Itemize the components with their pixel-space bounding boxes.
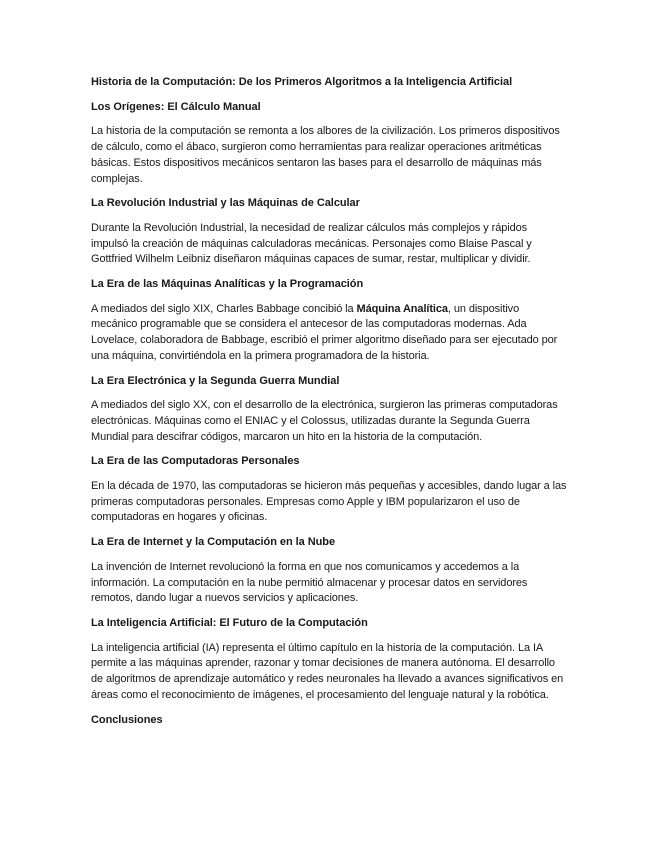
section-heading-analytical-machines: La Era de las Máquinas Analíticas y la Programación: [91, 278, 364, 291]
analytical-engine-term: Máquina Analítica: [356, 302, 448, 315]
section-text-origins: La historia de la computación se remonta a los albores de la civilización. Los primeros dispositivos de cálculo, como el ábaco, surgieron como herramientas para realizar operaciones aritméticas básicas. Estos dispositivos mecánicos sentaron las bases para el desarrollo de máquinas más complejas.: [91, 125, 560, 185]
analytical-text-before: A mediados del siglo XIX, Charles Babbage concibió la: [91, 302, 357, 315]
section-heading-personal-computers: La Era de las Computadoras Personales: [91, 455, 300, 468]
section-text-personal-computers: En la década de 1970, las computadoras se hicieron más pequeñas y accesibles, dando lugar a las primeras computadoras personales. Empresas como Apple y IBM popularizaron el uso de computadoras en hogares y oficinas.: [91, 480, 567, 524]
section-heading-electronic-era: La Era Electrónica y la Segunda Guerra Mundial: [91, 374, 340, 387]
section-text-electronic-era: A mediados del siglo XX, con el desarrollo de la electrónica, surgieron las primeras computadoras electrónicas. Máquinas como el ENIAC y el Colossus, utilizadas durante la Segunda Guerra Mundial para descifrar códigos, marcaron un hito en la historia de la computación.: [91, 399, 558, 443]
section-heading-conclusions: Conclusiones: [91, 713, 163, 726]
section-heading-industrial-revolution: La Revolución Industrial y las Máquinas de Calcular: [91, 197, 360, 210]
section-text-internet-cloud: La invención de Internet revolucionó la forma en que nos comunicamos y accedemos a la información. La computación en la nube permitió almacenar y procesar datos en servidores remotos, dando lugar a nuevos servicios y aplicaciones.: [91, 560, 528, 605]
section-text-artificial-intelligence: La inteligencia artificial (IA) representa el último capítulo en la historia de la computación. La IA permite a las máquinas aprender, razonar y tomar decisiones de manera autónoma. El desarrollo de algoritmos de aprendizaje automático y redes neuronales ha llevado a avances significativos en áreas como el reconocimiento de imágenes, el procesamiento del lenguaje natural y la robótica.: [91, 641, 564, 701]
section-text-industrial-revolution: Durante la Revolución Industrial, la necesidad de realizar cálculos más complejos y rápidos impulsó la creación de máquinas calculadoras mecánicas. Personajes como Blaise Pascal y Gottfried Wilhelm Leibniz diseñaron máquinas capaces de sumar, restar, multiplicar y dividir.: [91, 221, 532, 266]
document-title: Historia de la Computación: De los Primeros Algoritmos a la Inteligencia Artificial: [91, 76, 513, 88]
section-heading-origins: Los Orígenes: El Cálculo Manual: [91, 100, 261, 113]
section-text-analytical-machines: [91, 302, 567, 365]
analytical-text-after: , un dispositivo mecánico programable que se considera el antecesor de las computadoras modernas. Ada Lovelace, colaboradora de Babbage, escribió el primer algoritmo diseñado para ser ejecutado por una máquina, convirtiéndola en la primera programadora de la historia.: [91, 302, 558, 362]
section-heading-internet-cloud: La Era de Internet y la Computación en la Nube: [91, 536, 336, 549]
section-heading-artificial-intelligence: La Inteligencia Artificial: El Futuro de la Computación: [91, 616, 368, 629]
